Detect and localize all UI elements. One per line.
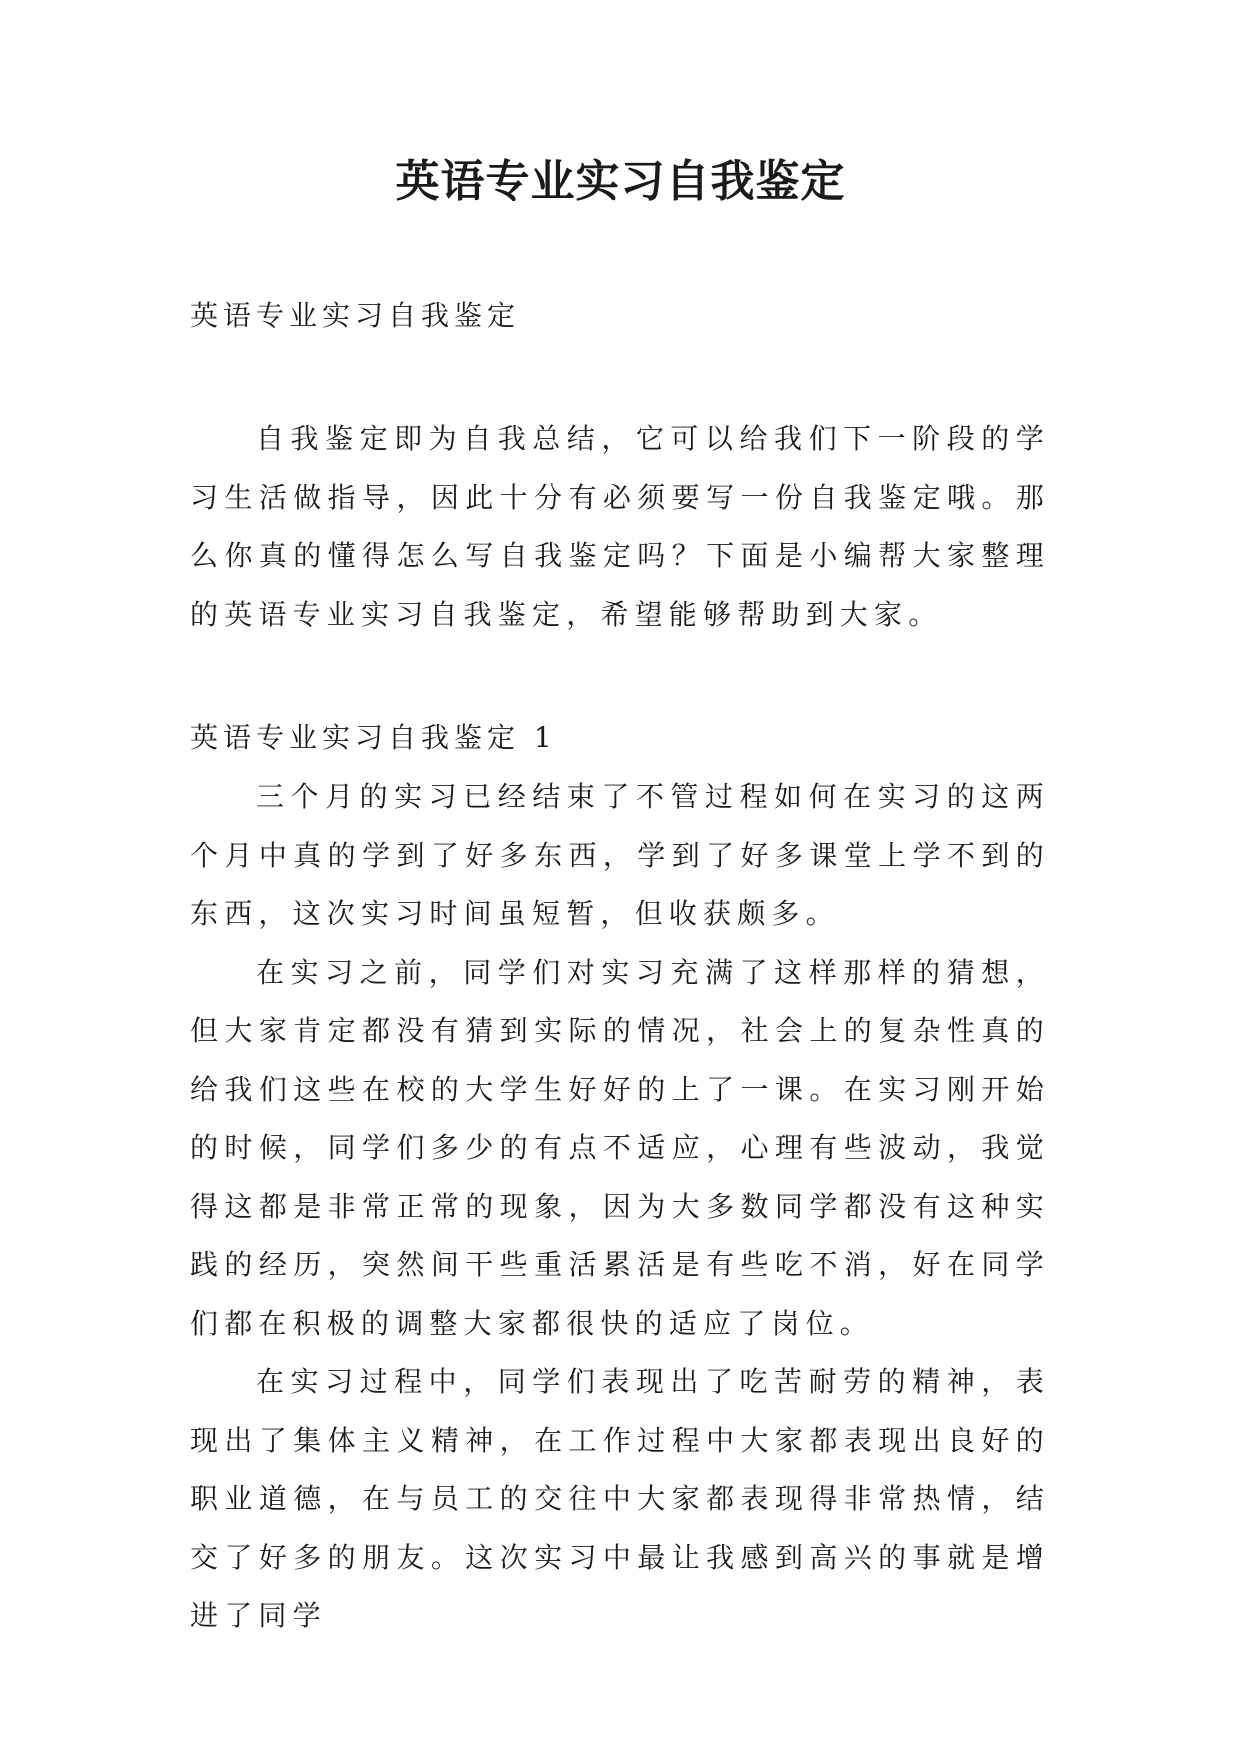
spacer <box>190 346 1050 410</box>
body-paragraph: 三个月的实习已经结束了不管过程如何在实习的这两个月中真的学到了好多东西，学到了好多课堂上学不到的东西，这次实习时间虽短暂，但收获颇多。 <box>190 780 1050 930</box>
section-heading: 英语专业实习自我鉴定 1 <box>190 721 557 754</box>
spacer <box>190 644 1050 708</box>
intro-paragraph: 自我鉴定即为自我总结，它可以给我们下一阶段的学习生活做指导，因此十分有必须要写一份自我鉴定哦。那么你真的懂得怎么写自我鉴定吗？下面是小编帮大家整理的英语专业实习自我鉴定，希望能够帮助到大家。 <box>190 422 1050 631</box>
body-paragraph: 在实习过程中，同学们表现出了吃苦耐劳的精神，表现出了集体主义精神，在工作过程中大家都表现出良好的职业道德，在与员工的交往中大家都表现得非常热情，结交了好多的朋友。这次实习中最让我感到高兴的事就是增进了同学 <box>190 1365 1050 1632</box>
document-subtitle: 英语专业实习自我鉴定 <box>190 299 521 332</box>
body-paragraph: 在实习之前，同学们对实习充满了这样那样的猜想，但大家肯定都没有猜到实际的情况，社会上的复杂性真的给我们这些在校的大学生好好的上了一课。在实习刚开始的时候，同学们多少的有点不适应，心理有些波动，我觉得这都是非常正常的现象，因为大多数同学都没有这种实践的经历，突然间干些重活累活是有些吃不消，好在同学们都在积极的调整大家都很快的适应了岗位。 <box>190 955 1050 1340</box>
document-title: 英语专业实习自我鉴定 <box>395 156 846 207</box>
document-body <box>190 286 1050 1646</box>
